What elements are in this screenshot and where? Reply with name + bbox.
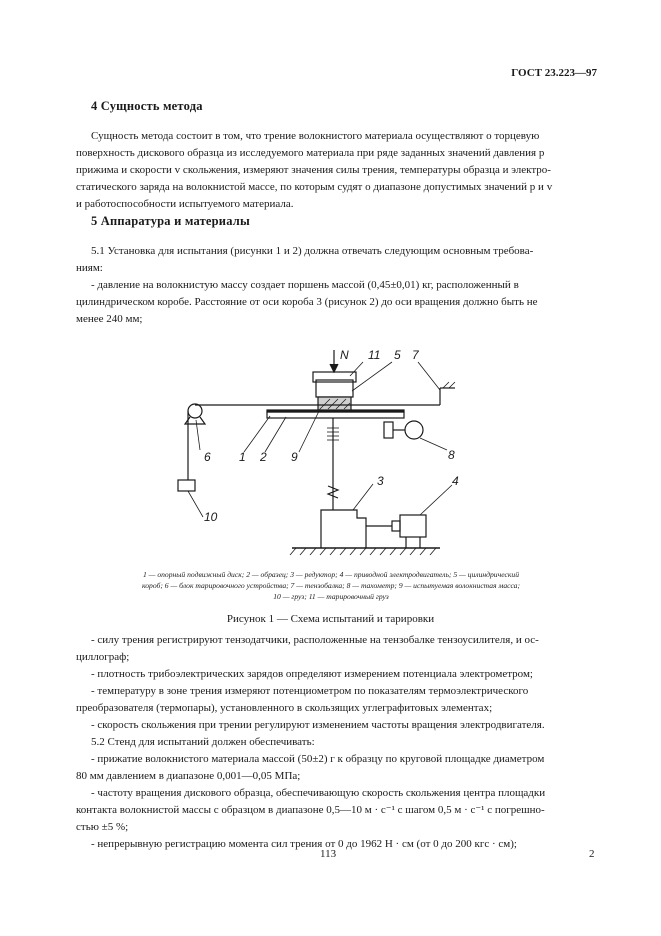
label-7: 7 bbox=[412, 348, 419, 362]
text-line: контакта волокнистой массы с образцом в диапазоне 0,5—10 м · с⁻¹ с шагом 0,5 м · с⁻¹ с погрешно- bbox=[76, 804, 545, 816]
legend-line: короб; 6 — блок тарировочного устройства; 7 — тензобалка; 8 — тахометр; 9 — испытуемая волокнистая масса; bbox=[141, 581, 521, 590]
tachometer bbox=[405, 421, 423, 439]
measurement-list bbox=[76, 632, 596, 853]
legend-line: 10 — груз; 11 — тарировочный груз bbox=[273, 592, 389, 601]
label-4: 4 bbox=[452, 474, 459, 488]
pulley bbox=[188, 404, 202, 418]
legend-line: 1 — опорный подвижный диск; 2 — образец; 3 — редуктор; 4 — приводной электродвигатель; 5 — цилиндрический bbox=[142, 570, 520, 579]
page-number-right: 2 bbox=[589, 848, 595, 860]
text-line: - давление на волокнистую массу создает поршень массой (0,45±0,01) кг, расположенный в bbox=[91, 279, 519, 291]
section-5-paragraph bbox=[76, 243, 596, 328]
text-line: - силу трения регистрируют тензодатчики, расположенные на тензобалке тензоусилителя, и ос- bbox=[91, 634, 539, 646]
text-line: 5.1 Установка для испытания (рисунки 1 и 2) должна отвечать следующим основным требова- bbox=[91, 245, 534, 257]
text-line: - непрерывную регистрацию момента сил трения от 0 до 1962 Н · см (от 0 до 200 кгс · см); bbox=[91, 838, 517, 850]
text-line: - скорость скольжения при трении регулируют изменением частоты вращения электродвигателя. bbox=[91, 719, 545, 731]
standard-header: ГОСТ 23.223—97 bbox=[511, 67, 597, 79]
label-3: 3 bbox=[377, 474, 384, 488]
weight bbox=[178, 480, 195, 491]
label-10: 10 bbox=[204, 510, 218, 524]
beam-hatch bbox=[443, 382, 455, 388]
label-2: 2 bbox=[260, 450, 267, 464]
section-4-title: 4 Сущность метода bbox=[91, 99, 203, 113]
figure-caption: Рисунок 1 — Схема испытаний и тарировки bbox=[226, 613, 435, 625]
text-line: - температуру в зоне трения измеряют потенциометром по показателям термоэлектрического bbox=[91, 685, 529, 697]
text-line: прижима и скорости v скольжения, измеряют значения силы трения, температуры образца и электро- bbox=[76, 164, 551, 176]
text-line: ниям: bbox=[76, 262, 103, 274]
test-scheme-figure bbox=[0, 340, 661, 565]
text-line: и работоспособности испытуемого материала. bbox=[76, 198, 294, 210]
section-4-paragraph bbox=[76, 128, 596, 213]
figure-legend bbox=[72, 569, 590, 602]
text-line: 80 мм давлением в диапазоне 0,001—0,05 МПа; bbox=[76, 770, 301, 782]
label-11: 11 bbox=[368, 348, 381, 362]
fiber-mass bbox=[318, 397, 351, 410]
motor-coupling bbox=[392, 521, 400, 531]
tachometer-mount bbox=[384, 422, 393, 438]
text-line: - частоту вращения дискового образца, обеспечивающую скорость скольжения центра площадки bbox=[91, 787, 546, 799]
label-n: N bbox=[340, 348, 349, 362]
ground-hatch bbox=[290, 548, 436, 555]
page-number-center: 113 bbox=[320, 848, 337, 860]
label-5: 5 bbox=[394, 348, 401, 362]
label-8: 8 bbox=[448, 448, 455, 462]
shaft-coupling bbox=[328, 486, 338, 498]
text-line: менее 240 мм; bbox=[76, 313, 143, 325]
text-line: поверхность дискового образца из исследуемого материала при ряде заданных значений давления p bbox=[76, 147, 545, 159]
reducer-body bbox=[321, 510, 366, 548]
text-line: статического заряда на волокнистой массе, по которым судят о диапазоне допустимых значений p и v bbox=[76, 181, 553, 193]
text-line: - плотность трибоэлектрических зарядов определяют измерением потенциала электрометром; bbox=[91, 668, 533, 680]
text-line: стью ±5 %; bbox=[76, 821, 129, 833]
section-5-title: 5 Аппаратура и материалы bbox=[91, 214, 250, 228]
text-line: 5.2 Стенд для испытаний должен обеспечивать: bbox=[91, 736, 315, 748]
label-6: 6 bbox=[204, 450, 211, 464]
text-line: преобразователя (термопары), установленного в скользящих углеграфитовых элементах; bbox=[76, 702, 493, 714]
text-line: - прижатие волокнистого материала массой (50±2) г к образцу по круговой площадке диаметром bbox=[91, 753, 545, 765]
label-1: 1 bbox=[239, 450, 246, 464]
text-line: цилиндрическом коробе. Расстояние от оси короба 3 (рисунок 2) до оси вращения должно быть не bbox=[76, 296, 538, 308]
text-line: циллограф; bbox=[76, 651, 130, 663]
motor-body bbox=[400, 515, 426, 537]
text-line: Сущность метода состоит в том, что трение волокнистого материала осуществляют о торцевую bbox=[91, 130, 540, 142]
support-disk bbox=[267, 412, 404, 418]
leader-lines bbox=[188, 362, 452, 517]
label-9: 9 bbox=[291, 450, 298, 464]
